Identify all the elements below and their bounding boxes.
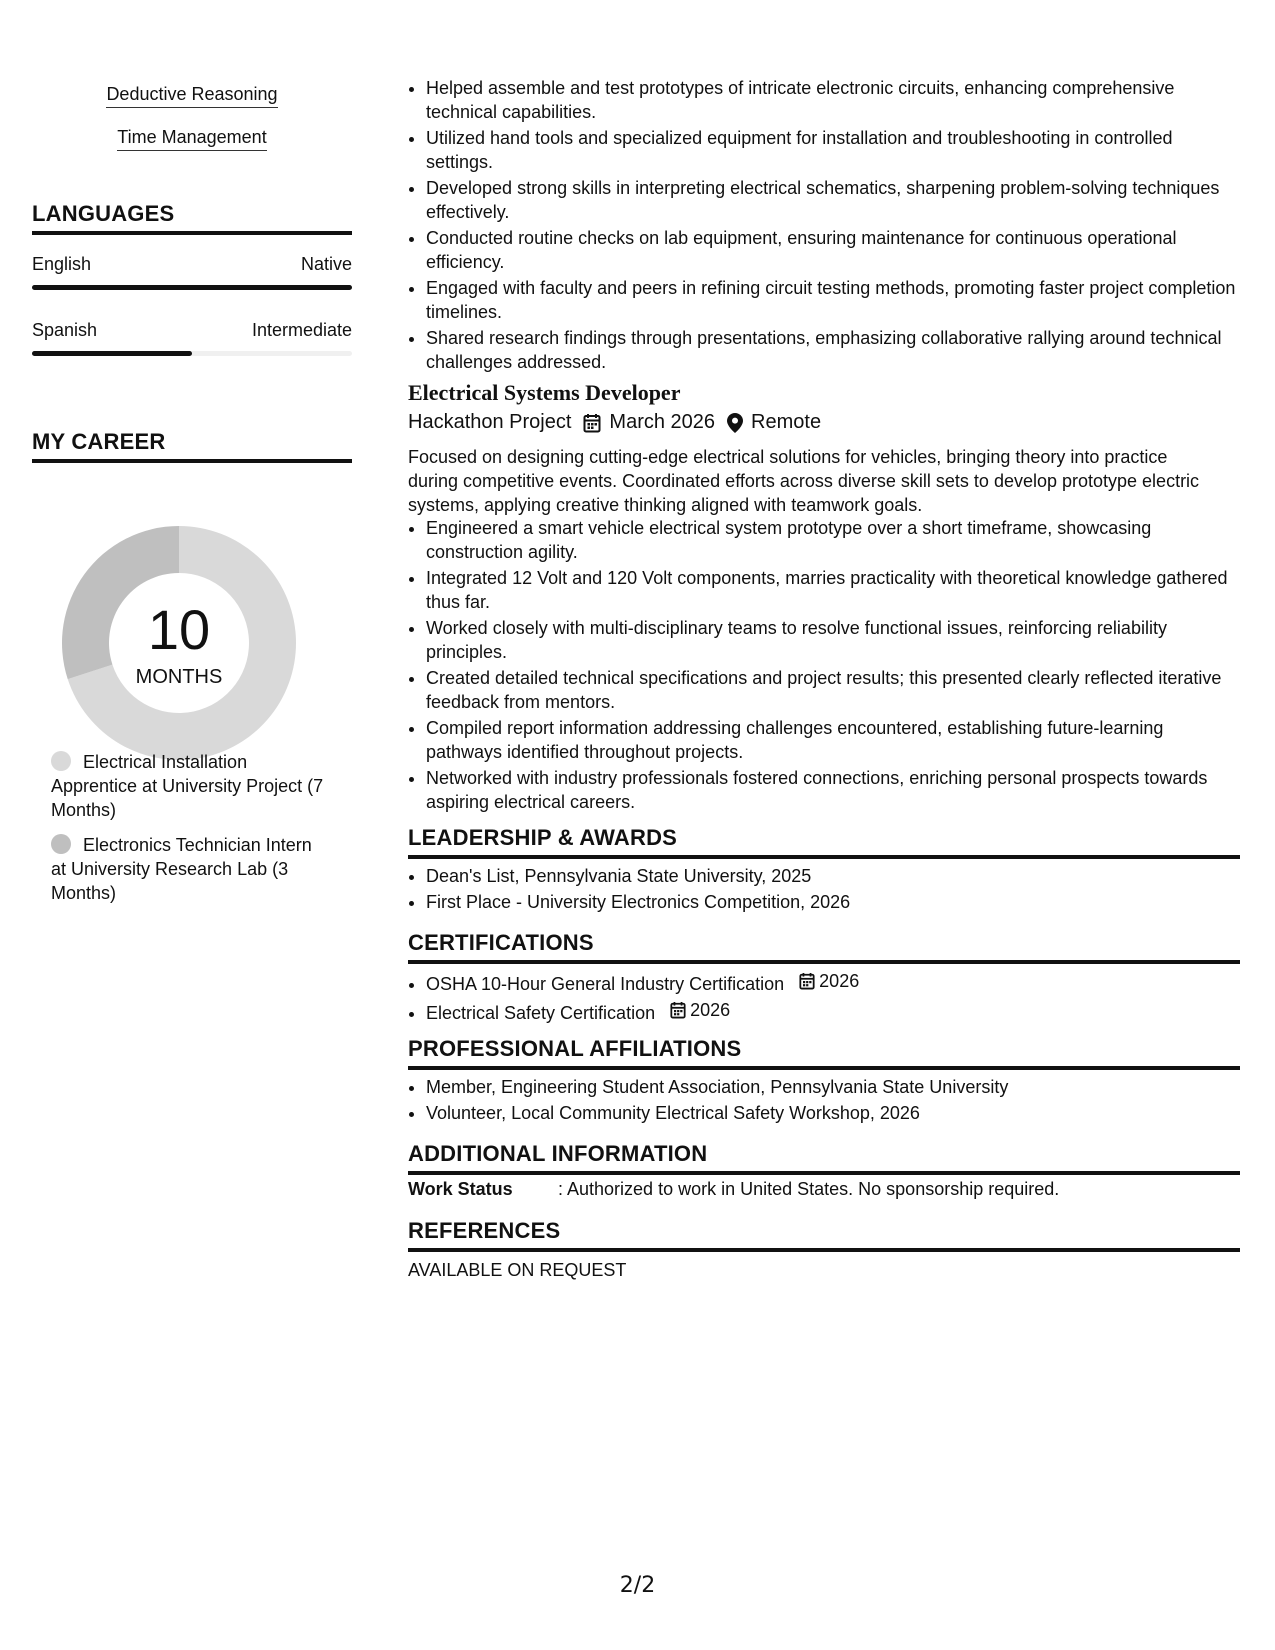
list-item: • Engineered a smart vehicle electrical system prototype over a short timeframe, showcasing construction agility. bbox=[426, 516, 1240, 564]
list-item bbox=[426, 969, 1240, 996]
language-level: Native bbox=[300, 254, 352, 274]
language-proficiency-fill bbox=[32, 351, 192, 356]
additional-info-heading: ADDITIONAL INFORMATION bbox=[408, 1141, 1240, 1175]
cert-date bbox=[670, 998, 730, 1022]
career-legend-dot bbox=[51, 834, 71, 854]
job-description: Focused on designing cutting-edge electrical solutions for vehicles, bringing theory into practice during competitive events. Coordinated efforts across diverse skill sets to develop prototype electric systems, applying creative thinking aligned with teamwork goals. bbox=[408, 447, 1200, 515]
job-date: March 2026 bbox=[609, 411, 716, 433]
career-total-unit: MONTHS bbox=[135, 666, 223, 688]
leadership-heading: LEADERSHIP & AWARDS bbox=[408, 825, 1240, 859]
page-number: 2/2 bbox=[619, 1573, 656, 1598]
leadership-list bbox=[408, 864, 1240, 916]
calendar-icon bbox=[799, 972, 815, 990]
language-name: Spanish bbox=[32, 320, 98, 340]
language-proficiency-bar bbox=[32, 285, 352, 290]
calendar-icon bbox=[670, 1001, 686, 1019]
career-legend-item bbox=[51, 750, 331, 822]
career-heading: MY CAREER bbox=[32, 429, 352, 463]
job-meta bbox=[408, 411, 821, 434]
language-level: Intermediate bbox=[251, 320, 352, 340]
additional-info-value: : Authorized to work in United States. No sponsorship required. bbox=[558, 1179, 1060, 1199]
list-item: • Engaged with faculty and peers in refining circuit testing methods, promoting faster project completion timelines. bbox=[426, 276, 1240, 324]
location-pin-icon bbox=[727, 413, 743, 433]
references-text: AVAILABLE ON REQUEST bbox=[408, 1260, 627, 1280]
languages-heading: LANGUAGES bbox=[32, 201, 352, 235]
job-title: Electrical Systems Developer bbox=[408, 380, 681, 405]
skill-item bbox=[32, 84, 352, 108]
list-item: • Member, Engineering Student Association, Pennsylvania State University bbox=[426, 1075, 1240, 1099]
list-item: • Helped assemble and test prototypes of intricate electronic circuits, enhancing comprehensive technical capabilities. bbox=[426, 76, 1240, 124]
list-item: • Developed strong skills in interpreting electrical schematics, sharpening problem-solving techniques effectively. bbox=[426, 176, 1240, 224]
additional-info-key: Work Status bbox=[408, 1179, 513, 1199]
cert-year: 2026 bbox=[819, 971, 860, 991]
references-heading: REFERENCES bbox=[408, 1218, 1240, 1252]
job-company: Hackathon Project bbox=[408, 411, 572, 433]
language-proficiency-bar bbox=[32, 351, 352, 356]
cert-name: OSHA 10-Hour General Industry Certification bbox=[426, 974, 785, 994]
cert-year: 2026 bbox=[690, 1000, 731, 1020]
language-item bbox=[32, 254, 352, 290]
list-item: • Dean's List, Pennsylvania State University, 2025 bbox=[426, 864, 1240, 888]
language-name: English bbox=[32, 254, 92, 274]
previous-job-bullets bbox=[408, 76, 1240, 376]
skill-label: Deductive Reasoning bbox=[106, 84, 277, 108]
career-total-number: 10 bbox=[147, 598, 211, 661]
list-item: • Conducted routine checks on lab equipment, ensuring maintenance for continuous operational efficiency. bbox=[426, 226, 1240, 274]
list-item: • Utilized hand tools and specialized equipment for installation and troubleshooting in controlled settings. bbox=[426, 126, 1240, 174]
list-item: • Volunteer, Local Community Electrical Safety Workshop, 2026 bbox=[426, 1101, 1240, 1125]
certifications-heading: CERTIFICATIONS bbox=[408, 930, 1240, 964]
cert-name: Electrical Safety Certification bbox=[426, 1003, 656, 1023]
career-legend-label: Electronics Technician Intern at University Research Lab (3 Months) bbox=[51, 835, 312, 903]
affiliations-heading: PROFESSIONAL AFFILIATIONS bbox=[408, 1036, 1240, 1070]
skill-item bbox=[32, 127, 352, 151]
list-item bbox=[426, 998, 1240, 1025]
list-item: • Compiled report information addressing challenges encountered, establishing future-learning pathways identified throughout projects. bbox=[426, 716, 1240, 764]
additional-info-row bbox=[408, 1179, 1059, 1200]
skill-label: Time Management bbox=[117, 127, 266, 151]
affiliations-list bbox=[408, 1075, 1240, 1127]
language-item bbox=[32, 320, 352, 356]
career-legend-dot bbox=[51, 751, 71, 771]
job-location: Remote bbox=[751, 411, 822, 433]
cert-date bbox=[799, 969, 859, 993]
list-item: • Shared research findings through presentations, emphasizing collaborative rallying around technical challenges addressed. bbox=[426, 326, 1240, 374]
list-item: • Networked with industry professionals fostered connections, enriching personal prospects towards aspiring electrical careers. bbox=[426, 766, 1240, 814]
job-bullets bbox=[408, 516, 1240, 816]
list-item: • First Place - University Electronics Competition, 2026 bbox=[426, 890, 1240, 914]
career-donut-center bbox=[56, 520, 302, 766]
language-proficiency-fill bbox=[32, 285, 352, 290]
list-item: • Created detailed technical specifications and project results; this presented clearly reflected iterative feedback from mentors. bbox=[426, 666, 1240, 714]
certifications-list bbox=[408, 969, 1240, 1027]
list-item: • Worked closely with multi-disciplinary teams to resolve functional issues, reinforcing reliability principles. bbox=[426, 616, 1240, 664]
career-legend-label: Electrical Installation Apprentice at University Project (7 Months) bbox=[51, 752, 324, 820]
list-item: • Integrated 12 Volt and 120 Volt components, marries practicality with theoretical knowledge gathered thus far. bbox=[426, 566, 1240, 614]
calendar-icon bbox=[583, 413, 601, 433]
career-legend-item bbox=[51, 833, 331, 905]
